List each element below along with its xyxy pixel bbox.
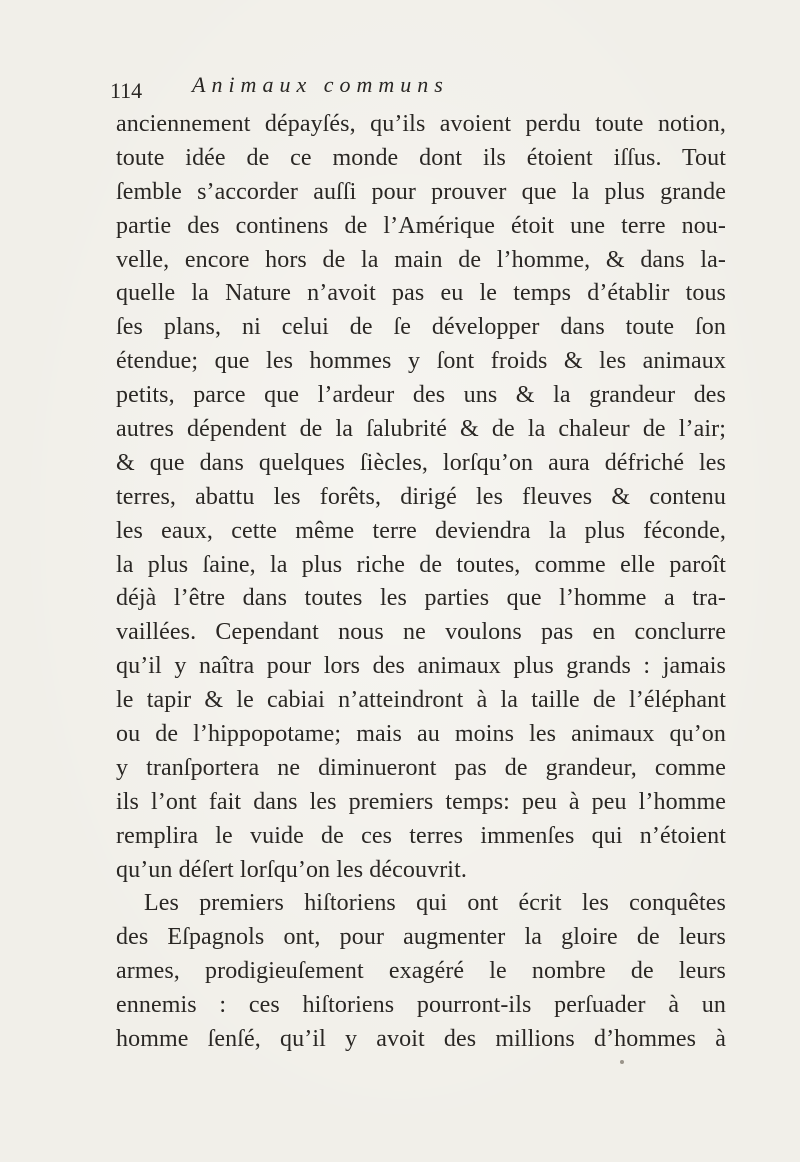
body-text [116,108,726,1057]
text-line: ennemis : ces hiſtoriens pourront-ils perſuader à un [116,992,726,1019]
running-title: Animaux communs [192,72,449,97]
text-line: la plus ſaine, la plus riche de toutes, comme elle paroît [116,551,726,578]
text-line: des Eſpagnols ont, pour augmenter la gloire de leurs [116,924,726,951]
paragraph [116,108,726,887]
text-line: le tapir & le cabiai n’atteindront à la taille de l’éléphant [116,687,726,714]
page-number: 114 [110,78,143,103]
text-line: les eaux, cette même terre deviendra la plus féconde, [116,517,726,544]
paragraph [116,887,726,1056]
text-line: & que dans quelques ſiècles, lorſqu’on aura défriché les [116,449,726,476]
text-line: y tranſportera ne diminueront pas de grandeur, comme [116,754,726,781]
text-line: étendue; que les hommes y ſont froids & les animaux [116,348,726,375]
text-line: ſemble s’accorder auſſi pour prouver que la plus grande [116,178,726,205]
text-line: homme ſenſé, qu’il y avoit des millions d’hommes à [116,1026,726,1053]
text-line: partie des continens de l’Amérique étoit une terre nou- [116,212,726,239]
text-line: déjà l’être dans toutes les parties que l’homme a tra- [116,585,726,612]
text-line: qu’un déſert lorſqu’on les découvrit. [116,856,467,883]
text-line: quelle la Nature n’avoit pas eu le temps d’établir tous [116,280,726,307]
text-line: petits, parce que l’ardeur des uns & la grandeur des [116,382,726,409]
text-line: velle, encore hors de la main de l’homme, & dans la- [116,246,726,273]
paper-speck [620,1060,624,1064]
text-line: ſes plans, ni celui de ſe développer dans toute ſon [116,314,726,341]
text-line: remplira le vuide de ces terres immenſes qui n’étoient [116,822,726,849]
text-line: ils l’ont fait dans les premiers temps: peu à peu l’homme [116,788,726,815]
text-line: Les premiers hiſtoriens qui ont écrit les conquêtes [144,890,726,917]
text-line: armes, prodigieuſement exagéré le nombre de leurs [116,958,726,985]
running-head [108,72,728,106]
text-line: ou de l’hippopotame; mais au moins les animaux qu’on [116,721,726,748]
text-line: terres, abattu les forêts, dirigé les fleuves & contenu [116,483,726,510]
text-line: anciennement dépayſés, qu’ils avoient perdu toute notion, [116,111,726,137]
text-line: vaillées. Cependant nous ne voulons pas en conclurre [116,619,726,646]
text-line: qu’il y naîtra pour lors des animaux plus grands : jamais [116,653,726,680]
text-line: autres dépendent de la ſalubrité & de la chaleur de l’air; [116,416,726,443]
text-line: toute idée de ce monde dont ils étoient iſſus. Tout [116,144,726,171]
